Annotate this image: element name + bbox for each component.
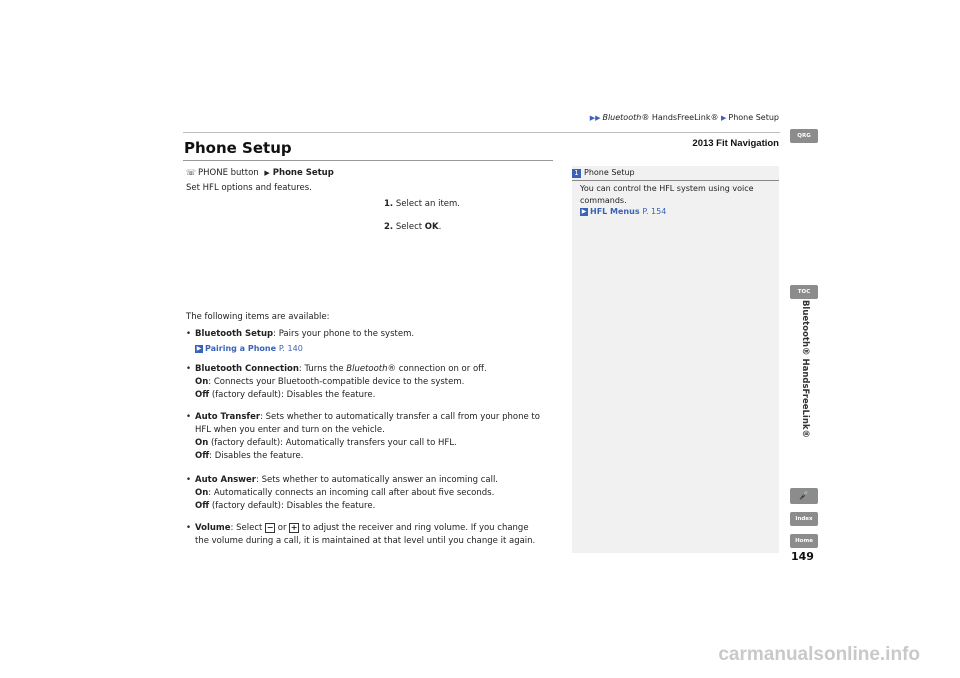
side-note-header: [572, 166, 779, 181]
index-tab[interactable]: Index: [790, 512, 818, 526]
item-name: Bluetooth Setup: [195, 329, 274, 339]
breadcrumb-part2[interactable]: Phone Setup: [728, 113, 779, 122]
voice-icon: 🎤: [799, 491, 809, 500]
note-number-icon: 1: [572, 169, 581, 178]
header-divider: [183, 132, 780, 133]
page-title: Phone Setup: [184, 139, 292, 157]
hfl-menus-link[interactable]: HFL Menus P. 154: [590, 207, 667, 216]
list-item-auto-answer: • Auto Answer: Sets whether to automatically answer an incoming call. On: Automatically connects an incoming call after about five seconds. Off (factory default): Disables the feature.: [186, 475, 499, 511]
toc-tab[interactable]: TOC: [790, 285, 818, 299]
step-ok: OK: [424, 222, 439, 232]
breadcrumb-arrow-icon: ▶▶: [589, 114, 601, 122]
available-label: The following items are available:: [186, 312, 330, 322]
path-target: Phone Setup: [272, 168, 334, 178]
list-item-volume: • Volume: Select − or + to adjust the receiver and ring volume. If you change the volume during a call, it is maintained at that level until you change it again.: [186, 522, 536, 546]
step-text: Select an item.: [395, 199, 460, 209]
phone-button-icon: ☏: [186, 168, 197, 177]
item-name: Bluetooth Connection: [195, 364, 299, 374]
minus-icon: −: [266, 522, 274, 532]
reference-arrow-icon: ▶: [581, 207, 587, 215]
list-item-auto-transfer: • Auto Transfer: Sets whether to automatically transfer a call from your phone to HFL when you enter and turn on the vehicle. On (factory default): Automatically transfers your call to HFL. Off: Disables the feature.: [186, 412, 540, 461]
path-button: PHONE button: [198, 168, 259, 178]
breadcrumb: [590, 113, 779, 122]
title-divider: [183, 160, 553, 161]
navigation-path: [186, 166, 334, 180]
breadcrumb-part1-suffix[interactable]: ® HandsFreeLink®: [641, 113, 719, 122]
list-item-bluetooth-connection: • Bluetooth Connection: Turns the Bluetooth® connection on or off. On: Connects your Bluetooth-compatible device to the system. Off (factory default): Disables the feature.: [186, 364, 487, 400]
side-note-title: Phone Setup: [584, 168, 635, 177]
step-number: 1.: [384, 199, 394, 209]
pairing-phone-link[interactable]: Pairing a Phone P. 140: [205, 344, 303, 353]
step-2: 2. Select OK.: [384, 222, 442, 232]
qrg-tab[interactable]: QRG: [790, 129, 818, 143]
side-note-panel: [572, 166, 779, 553]
item-name: Auto Answer: [195, 475, 256, 485]
chapter-label: Bluetooth® HandsFreeLink®: [800, 299, 810, 439]
breadcrumb-arrow-icon: ▶: [721, 114, 727, 122]
voice-tab[interactable]: [790, 488, 818, 504]
reference-arrow-icon: ▶: [196, 344, 202, 352]
page-number: 149: [791, 550, 814, 563]
intro-text: Set HFL options and features.: [186, 183, 312, 193]
item-name: Auto Transfer: [195, 412, 261, 422]
side-note-ref: [580, 207, 666, 216]
model-label: 2013 Fit Navigation: [692, 138, 779, 149]
home-tab[interactable]: Home: [790, 534, 818, 548]
watermark: carmanualsonline.info: [718, 644, 920, 665]
path-arrow-icon: ▶: [264, 169, 270, 177]
breadcrumb-part1[interactable]: Bluetooth: [602, 113, 642, 122]
plus-icon: +: [290, 522, 298, 532]
item-name: Volume: [195, 523, 231, 533]
step-1: [384, 198, 460, 211]
list-item-bluetooth-setup: • Bluetooth Setup: Pairs your phone to the system. ▶ Pairing a Phone P. 140: [186, 329, 415, 353]
step-number: 2.: [384, 222, 394, 232]
step-text: Select: [395, 222, 425, 232]
side-note-text: You can control the HFL system using voice commands.: [580, 184, 754, 205]
